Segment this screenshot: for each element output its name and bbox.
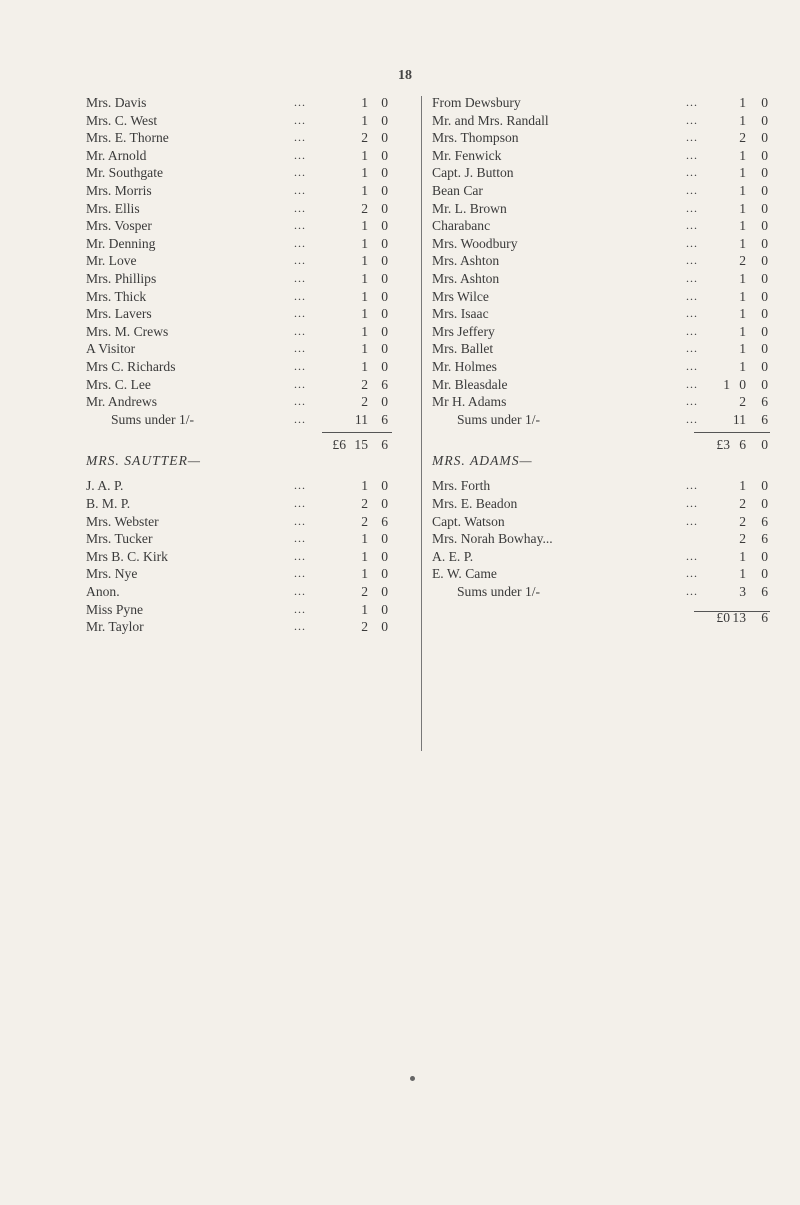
- donor-name: Sums under 1/-: [457, 411, 541, 427]
- donor-name: Mrs. Isaac: [432, 306, 489, 322]
- total-pounds: £3: [716, 437, 730, 453]
- donor-name: Mrs. Forth: [432, 478, 491, 494]
- leader-dots: ...: [686, 496, 698, 511]
- leader-dots: ...: [686, 376, 698, 391]
- donor-name: E. W. Came: [432, 566, 497, 582]
- section-heading: MRS. ADAMS—: [432, 452, 533, 468]
- donor-name: Miss Pyne: [86, 601, 144, 617]
- leader-dots: ...: [686, 478, 698, 493]
- leader-dots: ...: [686, 323, 698, 338]
- pence-value: 0: [381, 341, 388, 357]
- donor-name: From Dewsbury: [432, 95, 521, 110]
- shillings-value: 1: [361, 112, 368, 128]
- leader-dots: ...: [686, 288, 698, 303]
- donor-name: Mrs. Vosper: [86, 218, 152, 234]
- leader-dots: ...: [294, 411, 306, 426]
- pence-value: 6: [761, 394, 768, 410]
- donor-name: Mrs. Ellis: [86, 200, 140, 216]
- leader-dots: ...: [294, 584, 306, 599]
- section-heading: MRS. SAUTTER—: [86, 452, 201, 468]
- donor-name: B. M. P.: [86, 496, 131, 512]
- total-shillings: 15: [354, 437, 368, 453]
- shillings-value: 1: [361, 341, 368, 357]
- leader-dots: ...: [294, 130, 306, 145]
- pence-value: 0: [381, 601, 388, 617]
- shillings-value: 1: [361, 566, 368, 582]
- donor-name: Mr. and Mrs. Randall: [432, 112, 549, 128]
- donor-name: Mrs. Woodbury: [432, 235, 518, 251]
- shillings-value: 1: [739, 323, 746, 339]
- pence-value: 0: [381, 566, 388, 582]
- shillings-value: 1: [739, 478, 746, 494]
- pounds-value: 1: [723, 376, 730, 392]
- pence-value: 0: [761, 548, 768, 564]
- total-shillings: 13: [732, 609, 746, 625]
- shillings-value: 2: [739, 496, 746, 512]
- donor-name: Mrs. E. Beadon: [432, 496, 518, 512]
- donor-name: Mr. Southgate: [86, 165, 164, 181]
- right-column: [432, 94, 772, 626]
- pence-value: 0: [761, 323, 768, 339]
- total-shillings: 6: [739, 437, 746, 453]
- pence-value: 0: [381, 548, 388, 564]
- donor-name: Mrs. Ashton: [432, 270, 500, 286]
- leader-dots: ...: [686, 306, 698, 321]
- donor-name: Mr. Fenwick: [432, 147, 502, 163]
- ledger-row: [432, 200, 772, 218]
- ledger-row: [86, 565, 410, 583]
- ledger-row: [432, 323, 772, 341]
- leader-dots: ...: [294, 341, 306, 356]
- leader-dots: ...: [686, 218, 698, 233]
- pence-value: 0: [381, 147, 388, 163]
- shillings-value: 2: [739, 531, 746, 547]
- ledger-row: [86, 411, 410, 429]
- shillings-value: 1: [739, 288, 746, 304]
- donor-name: Mrs. C. West: [86, 112, 158, 128]
- shillings-value: 1: [739, 548, 746, 564]
- pence-value: 0: [381, 218, 388, 234]
- pence-value: 0: [381, 358, 388, 374]
- ledger-row: [432, 235, 772, 253]
- leader-dots: ...: [686, 253, 698, 268]
- ledger-row: [86, 477, 410, 495]
- ledger-row: [86, 164, 410, 182]
- leader-dots: ...: [294, 619, 306, 634]
- shillings-value: 2: [361, 584, 368, 600]
- total-rule: [322, 432, 392, 433]
- shillings-value: 1: [361, 601, 368, 617]
- pence-value: 0: [381, 288, 388, 304]
- ledger-row: [86, 288, 410, 306]
- leader-dots: ...: [686, 182, 698, 197]
- ledger-row: [86, 583, 410, 601]
- shillings-value: 2: [361, 376, 368, 392]
- leader-dots: ...: [686, 341, 698, 356]
- leader-dots: ...: [294, 566, 306, 581]
- leader-dots: ...: [294, 218, 306, 233]
- shillings-value: 1: [739, 358, 746, 374]
- ledger-row: [432, 358, 772, 376]
- shillings-value: 1: [361, 235, 368, 251]
- donor-name: Mrs. Thompson: [432, 130, 519, 146]
- ledger-row: [86, 358, 410, 376]
- shillings-value: 1: [361, 358, 368, 374]
- donor-name: Mrs. E. Thorne: [86, 130, 169, 146]
- shillings-value: 0: [739, 376, 746, 392]
- shillings-value: 1: [361, 548, 368, 564]
- total-pence: 0: [761, 437, 768, 453]
- pence-value: 0: [381, 253, 388, 269]
- donor-name: Mrs B. C. Kirk: [86, 548, 168, 564]
- total-pence: 6: [761, 609, 768, 625]
- donor-name: Mr. L. Brown: [432, 200, 507, 216]
- donor-name: Mr H. Adams: [432, 394, 507, 410]
- pence-value: 0: [761, 165, 768, 181]
- donor-name: Sums under 1/-: [111, 411, 195, 427]
- donor-name: Mrs. Phillips: [86, 270, 157, 286]
- shillings-value: 1: [361, 95, 368, 110]
- column-divider: [421, 96, 422, 751]
- donor-name: Mrs. C. Lee: [86, 376, 151, 392]
- ledger-row: [86, 305, 410, 323]
- ledger-row: [86, 513, 410, 531]
- leader-dots: ...: [294, 306, 306, 321]
- ledger-row: [432, 182, 772, 200]
- total-pounds: £0: [716, 609, 730, 625]
- page-number: 18: [398, 68, 412, 83]
- ledger-row: [86, 94, 410, 112]
- donor-name: Mrs. Davis: [86, 95, 147, 110]
- ledger-row: [432, 340, 772, 358]
- shillings-value: 1: [361, 270, 368, 286]
- donor-name: Mrs. M. Crews: [86, 323, 169, 339]
- shillings-value: 1: [739, 112, 746, 128]
- shillings-value: 1: [739, 200, 746, 216]
- shillings-value: 1: [361, 288, 368, 304]
- donor-name: Mrs. Lavers: [86, 306, 152, 322]
- leader-dots: ...: [686, 270, 698, 285]
- pence-value: 0: [381, 306, 388, 322]
- pence-value: 6: [381, 513, 388, 529]
- donor-name: A Visitor: [86, 341, 136, 357]
- pence-value: 6: [761, 531, 768, 547]
- ledger-row: [432, 411, 772, 429]
- leader-dots: ...: [294, 358, 306, 373]
- ledger-row: [432, 477, 772, 495]
- ledger-row: [86, 235, 410, 253]
- donor-name: Mrs. Tucker: [86, 531, 153, 547]
- donor-name: J. A. P.: [86, 478, 124, 494]
- shillings-value: 1: [739, 165, 746, 181]
- ledger-row: [432, 305, 772, 323]
- pence-value: 6: [381, 411, 388, 427]
- pence-value: 0: [381, 112, 388, 128]
- donor-name: Mrs. Ballet: [432, 341, 494, 357]
- donor-name: Mrs C. Richards: [86, 358, 176, 374]
- leader-dots: ...: [294, 531, 306, 546]
- shillings-value: 1: [739, 566, 746, 582]
- pence-value: 0: [381, 235, 388, 251]
- pence-value: 0: [381, 200, 388, 216]
- leader-dots: ...: [686, 411, 698, 426]
- leader-dots: ...: [294, 270, 306, 285]
- ledger-row: [86, 323, 410, 341]
- pence-value: 0: [761, 288, 768, 304]
- shillings-value: 1: [739, 306, 746, 322]
- shillings-value: 3: [739, 584, 746, 600]
- shillings-value: 1: [361, 323, 368, 339]
- ledger-row: [86, 393, 410, 411]
- pence-value: 0: [761, 253, 768, 269]
- donor-name: Mrs. Webster: [86, 513, 159, 529]
- ledger-row: [86, 200, 410, 218]
- shillings-value: 2: [739, 130, 746, 146]
- pence-value: 6: [761, 411, 768, 427]
- leader-dots: ...: [686, 235, 698, 250]
- ledger-row: [432, 252, 772, 270]
- leader-dots: ...: [294, 376, 306, 391]
- total-rule: [694, 432, 770, 433]
- ledger-row: [86, 548, 410, 566]
- donor-name: Mr. Denning: [86, 235, 156, 251]
- shillings-value: 2: [361, 496, 368, 512]
- shillings-value: 2: [361, 394, 368, 410]
- donor-name: Mr. Holmes: [432, 358, 497, 374]
- pence-value: 6: [761, 513, 768, 529]
- leader-dots: ...: [686, 95, 698, 109]
- ledger-row: [432, 129, 772, 147]
- shillings-value: 1: [361, 182, 368, 198]
- pence-value: 0: [381, 165, 388, 181]
- donor-name: A. E. P.: [432, 548, 474, 564]
- shillings-value: 1: [739, 147, 746, 163]
- leader-dots: ...: [294, 95, 306, 109]
- ledger-row: [432, 530, 772, 548]
- leader-dots: ...: [294, 182, 306, 197]
- ledger-row: [86, 217, 410, 235]
- leader-dots: ...: [686, 513, 698, 528]
- shillings-value: 1: [739, 235, 746, 251]
- shillings-value: 1: [739, 341, 746, 357]
- ledger-row: [432, 164, 772, 182]
- donor-name: Mr. Bleasdale: [432, 376, 508, 392]
- leader-dots: ...: [294, 394, 306, 409]
- shillings-value: 2: [739, 394, 746, 410]
- donor-name: Mr. Love: [86, 253, 137, 269]
- ledger-row: [432, 513, 772, 531]
- ledger-row: [432, 112, 772, 130]
- leader-dots: ...: [294, 288, 306, 303]
- ledger-row: [86, 252, 410, 270]
- ledger-row: [432, 565, 772, 583]
- donor-name: Charabanc: [432, 218, 491, 234]
- shillings-value: 1: [361, 253, 368, 269]
- shillings-value: 2: [361, 130, 368, 146]
- pence-value: 0: [761, 566, 768, 582]
- shillings-value: 1: [739, 270, 746, 286]
- leader-dots: ...: [686, 200, 698, 215]
- donor-name: Mr. Arnold: [86, 147, 147, 163]
- ledger-row: [86, 530, 410, 548]
- pence-value: 0: [761, 376, 768, 392]
- pence-value: 0: [761, 112, 768, 128]
- leader-dots: ...: [686, 358, 698, 373]
- pence-value: 0: [381, 496, 388, 512]
- pence-value: 0: [381, 584, 388, 600]
- shillings-value: 11: [732, 411, 746, 427]
- shillings-value: 2: [739, 513, 746, 529]
- pence-value: 6: [761, 584, 768, 600]
- pence-value: 0: [381, 182, 388, 198]
- pence-value: 0: [381, 394, 388, 410]
- pence-value: 0: [381, 95, 388, 110]
- shillings-value: 1: [739, 95, 746, 110]
- ledger-row: [432, 94, 772, 112]
- pence-value: 0: [761, 235, 768, 251]
- donor-name: Capt. J. Button: [432, 165, 514, 181]
- leader-dots: ...: [294, 323, 306, 338]
- ledger-row: [432, 548, 772, 566]
- shillings-value: 11: [354, 411, 368, 427]
- ledger-row: [432, 270, 772, 288]
- leader-dots: ...: [686, 130, 698, 145]
- left-column: [86, 94, 410, 636]
- pence-value: 0: [381, 478, 388, 494]
- ledger-row: [86, 270, 410, 288]
- ledger-row: [432, 288, 772, 306]
- leader-dots: ...: [294, 478, 306, 493]
- shillings-value: 1: [361, 218, 368, 234]
- pence-value: 0: [381, 130, 388, 146]
- ledger-row: [86, 340, 410, 358]
- leader-dots: ...: [294, 548, 306, 563]
- ledger-row: [432, 495, 772, 513]
- pence-value: 0: [761, 341, 768, 357]
- pence-value: 0: [761, 147, 768, 163]
- total-pence: 6: [381, 437, 388, 453]
- leader-dots: ...: [686, 112, 698, 127]
- leader-dots: ...: [686, 394, 698, 409]
- shillings-value: 1: [361, 147, 368, 163]
- pence-value: 6: [381, 376, 388, 392]
- donor-name: Mrs Jeffery: [432, 323, 495, 339]
- ink-dot: [410, 1076, 415, 1081]
- ledger-row: [86, 376, 410, 394]
- leader-dots: ...: [294, 513, 306, 528]
- pence-value: 0: [381, 323, 388, 339]
- ledger-row: [432, 376, 772, 394]
- leader-dots: ...: [294, 165, 306, 180]
- donor-name: Capt. Watson: [432, 513, 505, 529]
- shillings-value: 1: [361, 531, 368, 547]
- leader-dots: ...: [294, 112, 306, 127]
- pence-value: 0: [381, 619, 388, 635]
- shillings-value: 2: [361, 200, 368, 216]
- donor-name: Mrs. Nye: [86, 566, 138, 582]
- leader-dots: ...: [294, 235, 306, 250]
- shillings-value: 1: [361, 165, 368, 181]
- ledger-row: [432, 583, 772, 601]
- shillings-value: 2: [739, 253, 746, 269]
- ledger-row: [432, 147, 772, 165]
- ledger-row: [86, 601, 410, 619]
- pence-value: 0: [761, 95, 768, 110]
- ledger-row: [86, 495, 410, 513]
- pence-value: 0: [761, 200, 768, 216]
- donor-name: Mrs. Ashton: [432, 253, 500, 269]
- donor-name: Mr. Taylor: [86, 619, 144, 635]
- pence-value: 0: [761, 306, 768, 322]
- leader-dots: ...: [294, 200, 306, 215]
- leader-dots: ...: [294, 253, 306, 268]
- pence-value: 0: [761, 218, 768, 234]
- donor-name: Sums under 1/-: [457, 584, 541, 600]
- donor-name: Mr. Andrews: [86, 394, 157, 410]
- donor-name: Mrs. Morris: [86, 182, 152, 198]
- leader-dots: ...: [686, 147, 698, 162]
- ledger-row: [432, 217, 772, 235]
- leader-dots: ...: [686, 165, 698, 180]
- donor-name: Mrs. Norah Bowhay...: [432, 531, 553, 547]
- ledger-row: [86, 147, 410, 165]
- ledger-row: [86, 618, 410, 636]
- shillings-value: 1: [739, 182, 746, 198]
- leader-dots: ...: [294, 147, 306, 162]
- shillings-value: 2: [361, 513, 368, 529]
- donor-name: Mrs Wilce: [432, 288, 489, 304]
- pence-value: 0: [761, 478, 768, 494]
- shillings-value: 1: [739, 218, 746, 234]
- pence-value: 0: [761, 496, 768, 512]
- donor-name: Bean Car: [432, 182, 483, 198]
- leader-dots: ...: [686, 548, 698, 563]
- shillings-value: 2: [361, 619, 368, 635]
- ledger-row: [86, 182, 410, 200]
- leader-dots: ...: [294, 601, 306, 616]
- pence-value: 0: [381, 531, 388, 547]
- pence-value: 0: [381, 270, 388, 286]
- ledger-row: [86, 129, 410, 147]
- leader-dots: ...: [686, 566, 698, 581]
- pence-value: 0: [761, 182, 768, 198]
- ledger-row: [432, 393, 772, 411]
- donor-name: Mrs. Thick: [86, 288, 147, 304]
- total-row: [432, 609, 772, 627]
- pence-value: 0: [761, 270, 768, 286]
- pence-value: 0: [761, 358, 768, 374]
- leader-dots: ...: [294, 496, 306, 511]
- ledger-row: [86, 112, 410, 130]
- leader-dots: ...: [686, 584, 698, 599]
- donor-name: Anon.: [86, 584, 120, 600]
- shillings-value: 1: [361, 306, 368, 322]
- total-pounds: £6: [332, 437, 346, 453]
- pence-value: 0: [761, 130, 768, 146]
- shillings-value: 1: [361, 478, 368, 494]
